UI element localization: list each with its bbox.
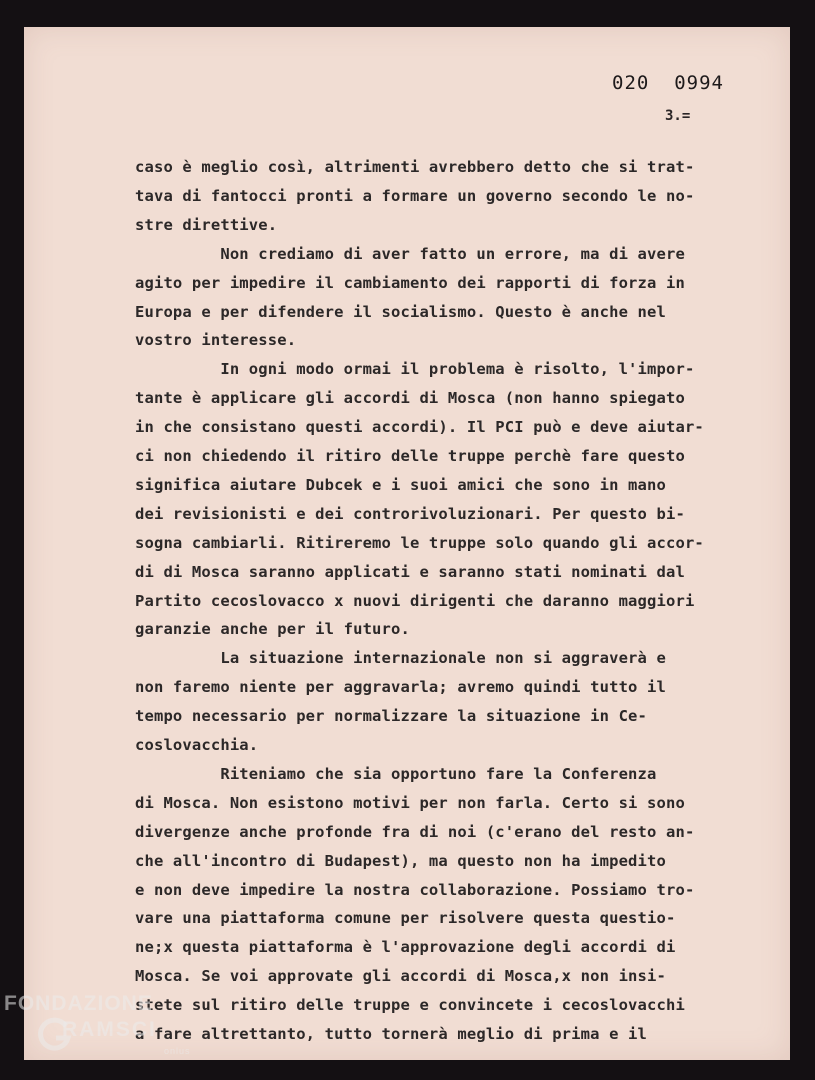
text-line: garanzie anche per il futuro. (135, 620, 410, 639)
text-line: Europa e per difendere il socialismo. Questo è anche nel (135, 302, 666, 321)
archive-code: 020 0994 (612, 72, 724, 94)
text-line: a fare altrettanto, tutto tornerà meglio di prima e il (135, 1025, 648, 1043)
watermark-line3: onlus (164, 1046, 191, 1056)
text-line: stre direttive. (135, 215, 278, 234)
text-line: dei revisionisti e dei controrivoluzionari. Per questo bi- (135, 504, 685, 523)
text-line: agito per impedire il cambiamento dei rapporti di forza in (135, 273, 685, 292)
text-line: tempo necessario per normalizzare la situazione in Ce- (135, 707, 648, 726)
text-line: vostro interesse. (135, 331, 297, 350)
text-line: di di Mosca saranno applicati e saranno stati nominati dal (135, 562, 685, 581)
text-line: caso è meglio così, altrimenti avrebbero detto che si trat- (135, 158, 695, 176)
text-line: tava di fantocci pronti a formare un governo secondo le no- (135, 186, 695, 205)
text-line: sogna cambiarli. Ritireremo le truppe solo quando gli accor- (135, 533, 704, 552)
text-line: Riteniamo che sia opportuno fare la Conferenza (135, 764, 657, 783)
text-line: in che consistano questi accordi). Il PCI può e deve aiutar- (135, 418, 704, 437)
watermark-line2: RAMSCI (62, 1018, 157, 1041)
text-line: La situazione internazionale non si aggraverà e (135, 649, 666, 668)
text-line: tante è applicare gli accordi di Mosca (non hanno spiegato (135, 389, 685, 408)
text-line: Non crediamo di aver fatto un errore, ma di avere (135, 244, 685, 263)
watermark-line1: FONDAZIONE (4, 992, 153, 1015)
text-line: e non deve impedire la nostra collaborazione. Possiamo tro- (135, 880, 695, 899)
text-line: Partito cecoslovacco x nuovi dirigenti che daranno maggiori (135, 591, 695, 610)
text-line: Mosca. Se voi approvate gli accordi di Mosca,x non insi- (135, 967, 666, 986)
text-line: significa aiutare Dubcek e i suoi amici che sono in mano (135, 475, 666, 494)
text-line: coslovacchia. (135, 736, 259, 754)
text-line: vare una piattaforma comune per risolvere questa questio- (135, 909, 676, 928)
page-number: 3.= (665, 108, 691, 124)
text-line: ci non chiedendo il ritiro delle truppe perchè fare questo (135, 447, 685, 465)
text-line: divergenze anche profonde fra di noi (c'erano del resto an- (135, 822, 695, 841)
text-line: non faremo niente per aggravarla; avremo quindi tutto il (135, 678, 666, 697)
text-line: che all'incontro di Budapest), ma questo non ha impedito (135, 851, 666, 870)
text-line: In ogni modo ormai il problema è risolto, l'impor- (135, 360, 695, 379)
fondazione-gramsci-watermark (4, 992, 204, 1072)
text-line: stete sul ritiro delle truppe e convincete i cecoslovacchi (135, 996, 685, 1015)
text-line: ne;x questa piattaforma è l'approvazione degli accordi di (135, 938, 676, 957)
text-line: di Mosca. Non esistono motivi per non farla. Certo si sono (135, 793, 685, 812)
